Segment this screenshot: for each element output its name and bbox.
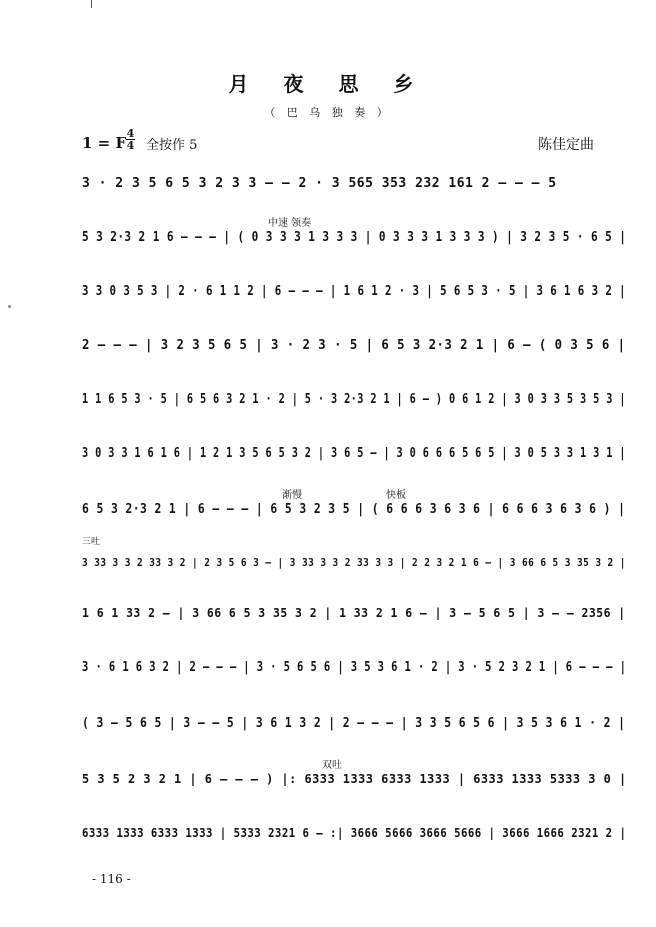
- score-line: 2 – – – | 3 2 3 5 6 5 | 3 · 2 3 · 5 | 6 5 3 2·3 2 1 | 6 – ( 0 3 5 6 |: [82, 338, 626, 353]
- piece-title: 月 夜 思 乡: [228, 72, 428, 96]
- margin-dot: [8, 305, 11, 308]
- tempo-jianman: 渐慢: [282, 490, 302, 501]
- score-line: 3 3 0 3 5 3 | 2 · 6 1 1 2 | 6 – – – | 1 6 1 2 · 3 | 5 6 5 3 · 5 | 3 6 1 6 3 2 |: [82, 284, 627, 299]
- score-line: 3 · 2 3 5 6 5 3 2 3 3 – – 2 · 3 565 353 232 161 2 – – – 5: [82, 176, 557, 191]
- key-signature: 1 = F: [82, 134, 127, 152]
- score-line: 6333 1333 6333 1333 | 5333 2321 6 – :| 3666 5666 3666 5666 | 3666 1666 2321 2 |: [82, 826, 627, 840]
- margin-mark: [91, 0, 92, 8]
- score-line: 3 0 3 3 1 6 1 6 | 1 2 1 3 5 6 5 3 2 | 3 6 5 – | 3 0 6 6 6 5 6 5 | 3 0 5 3 3 1 3 1 |: [82, 446, 626, 461]
- fingering-note: 全按作 5: [146, 138, 198, 153]
- score-line: ( 3 – 5 6 5 | 3 – – 5 | 3 6 1 3 2 | 2 – – – | 3 3 5 6 5 6 | 3 5 3 6 1 · 2 |: [82, 716, 626, 731]
- score-line: 3 · 6 1 6 3 2 | 2 – – – | 3 · 5 6 5 6 | 3 5 3 6 1 · 2 | 3 · 5 2 3 2 1 | 6 – – – |: [82, 660, 627, 675]
- time-signature-bottom: 4: [126, 139, 135, 152]
- score-line: 1 1 6 5 3 · 5 | 6 5 6 3 2 1 · 2 | 5 · 3 2·3 2 1 | 6 – ) 0 6 1 2 | 3 0 3 3 5 3 5 3 |: [82, 392, 626, 407]
- time-signature: [126, 128, 135, 151]
- tempo-kuaiban: 快板: [386, 490, 406, 501]
- score-line: 6 5 3 2·3 2 1 | 6 – – – | 6 5 3 2 3 5 | ( 6 6 6 3 6 3 6 | 6 6 6 3 6 3 6 ) |: [82, 502, 626, 517]
- time-signature-top: 4: [126, 127, 135, 140]
- tempo-shuangtu: 双吐: [322, 760, 342, 771]
- score-line: 3 33 3 3 2 33 3 2 | 2 3 5 6 3 – | 3 33 3 3 2 33 3 3 | 2 2 3 2 1 6 – | 3 66 6 5 3 35 3 2 |: [82, 556, 626, 569]
- tempo-zhongsu: 中速 领奏: [268, 218, 312, 229]
- page-number: - 116 -: [92, 872, 131, 886]
- piece-subtitle: （ 巴 乌 独 奏 ）: [264, 106, 392, 119]
- score-line: 5 3 2·3 2 1 6 – – – | ( 0 3 3 3 1 3 3 3 | 0 3 3 3 1 3 3 3 ) | 3 2 3 5 · 6 5 |: [82, 230, 627, 245]
- score-line: 5 3 5 2 3 2 1 | 6 – – – ) |: 6333 1333 6333 1333 | 6333 1333 5333 3 0 |: [82, 772, 627, 786]
- composer: 陈佳定曲: [538, 137, 594, 153]
- score-line: 1 6 1 33 2 – | 3 66 6 5 3 35 3 2 | 1 33 2 1 6 – | 3 – 5 6 5 | 3 – – 2356 |: [82, 606, 626, 620]
- tempo-santu: 三吐: [82, 537, 101, 547]
